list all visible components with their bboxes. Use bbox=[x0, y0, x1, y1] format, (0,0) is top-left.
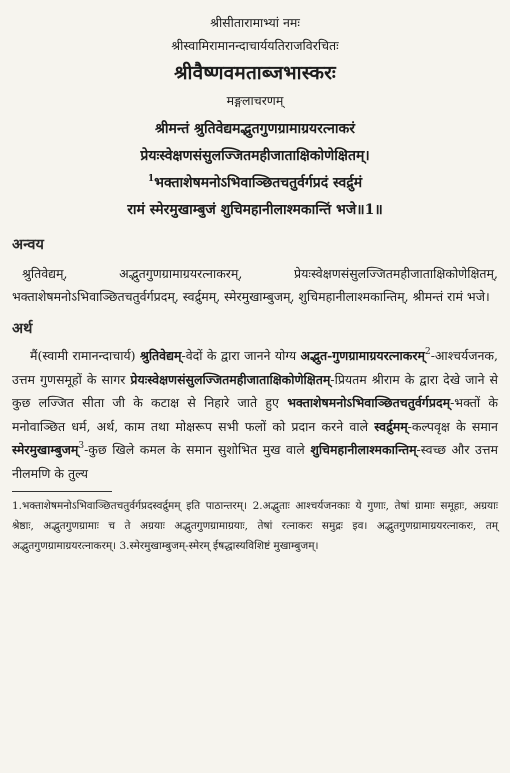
artha-term: शुचिमहानीलाश्मकान्तिम् bbox=[310, 442, 417, 457]
verse bbox=[12, 116, 498, 224]
footnote-ref-2: 2 bbox=[424, 347, 431, 357]
verse-line-3 bbox=[12, 170, 498, 197]
artha-segment: -आश्चर्यजनक, उत्तम गुणसमूहों के सागर bbox=[12, 348, 498, 387]
artha-heading: अर्थ bbox=[12, 320, 33, 337]
artha-term: श्रुतिवेद्यम् bbox=[139, 348, 182, 363]
section-title: मङ्गलाचरणम् bbox=[226, 93, 284, 108]
anvaya-text: श्रुतिवेद्यम्, अद्भुतगुणग्रामाग्रयरत्नाकरम्, प्रेयःस्वेक्षणसंसुलज्जितमहीजाताक्षिकोणेक्षितम्, भक्ताशेषमनोऽभिवाञ्छितचतुर्वर्गप्रदम्, स्वर्द्रुमम्, स्मेरमुखाम्बुजम्, शुचिमहानीलाश्मकान्तिम्, श्रीमन्तं रामं भजे। bbox=[12, 266, 498, 304]
page-title: श्रीवैष्णवमताब्जभास्करः bbox=[174, 62, 336, 84]
invocation: श्रीसीतारामाभ्यां नमः bbox=[210, 15, 300, 30]
artha-segment: -वेदों के द्वारा जानने योग्य bbox=[181, 348, 301, 363]
artha-term: प्रेयःस्वेक्षणसंसुलज्जितमहीजाताक्षिकोणेक्षितम् bbox=[130, 371, 331, 387]
anvaya-heading: अन्वय bbox=[12, 236, 44, 253]
verse-line-3-text: भक्ताशेषमनोऽभिवाञ्छितचतुर्वर्गप्रदं स्वर्द्रुमं bbox=[154, 175, 363, 191]
artha-segment: -स्वच्छ और उत्तम नीलमणि के तुल्य bbox=[12, 442, 498, 481]
artha-term: स्वर्द्रुमम् bbox=[374, 418, 408, 434]
artha-segment: -भक्तों के मनोवाञ्छित धर्म, अर्थ, काम तथा मोक्षरूप सभी फलों को प्रदान करने वाले bbox=[12, 395, 498, 434]
artha-term: स्मेरमुखाम्बुजम् bbox=[12, 442, 79, 457]
footnote-ref-3: 3 bbox=[78, 441, 85, 451]
verse-line-1: श्रीमन्तं श्रुतिवेद्यमद्भुतगुणग्रामाग्रयरत्नाकरं bbox=[154, 121, 356, 137]
artha-segment: -प्रियतम श्रीराम के द्वारा देखे जाने से कुछ लज्जित सीता जी के कटाक्ष से निहारे जाते हुए bbox=[12, 371, 498, 410]
author-line: श्रीस्वामिरामानन्दाचार्ययतिराजविरचितः bbox=[171, 38, 339, 53]
footnotes: 1.भक्ताशेषमनोऽभिवाञ्छितचतुर्वर्गप्रदस्वर्द्रुमम् इति पाठान्तरम्। 2.अद्भुताः आश्चर्यजनकाः ये गुणाः, तेषां ग्रामाः समूहाः, अग्रयाः श्रेष्ठाः, अद्भुतगुणग्रामाः च ते अग्रयाः अद्भुतगुणग्रामाग्रयाः, तेषां रत्नाकरः समुद्रः इव। अद्भुतगुणग्रामाग्रयरत्नाकरः, तम् अद्भुतगुणग्रामाग्रयरत्नाकरम्। 3.स्मेरमुखाम्बुजम्-स्मेरम् ईषद्धास्यविशिष्टं मुखाम्बुजम्। bbox=[12, 500, 498, 552]
artha-term: अद्भुत-गुणग्रामाग्रयरत्नाकरम् bbox=[300, 348, 425, 363]
artha-segment: मैं(स्वामी रामानन्दाचार्य) bbox=[30, 348, 140, 363]
artha-segment: -कल्पवृक्ष के समान bbox=[407, 418, 498, 434]
artha-segment: -कुछ खिले कमल के समान सुशोभित मुख वाले bbox=[84, 442, 311, 457]
footnote-divider bbox=[12, 491, 112, 492]
verse-line-2: प्रेयःस्वेक्षणसंसुलज्जितमहीजाताक्षिकोणेक्षितम्। bbox=[140, 148, 370, 164]
footnote-ref-1: 1 bbox=[147, 174, 155, 184]
verse-line-4: रामं स्मेरमुखाम्बुजं शुचिमहानीलाश्मकान्तिं भजे॥1॥ bbox=[127, 202, 383, 218]
artha-term: भक्ताशेषमनोऽभिवाञ्छितचतुर्वर्गप्रदम् bbox=[287, 395, 451, 410]
artha-text bbox=[12, 344, 498, 485]
